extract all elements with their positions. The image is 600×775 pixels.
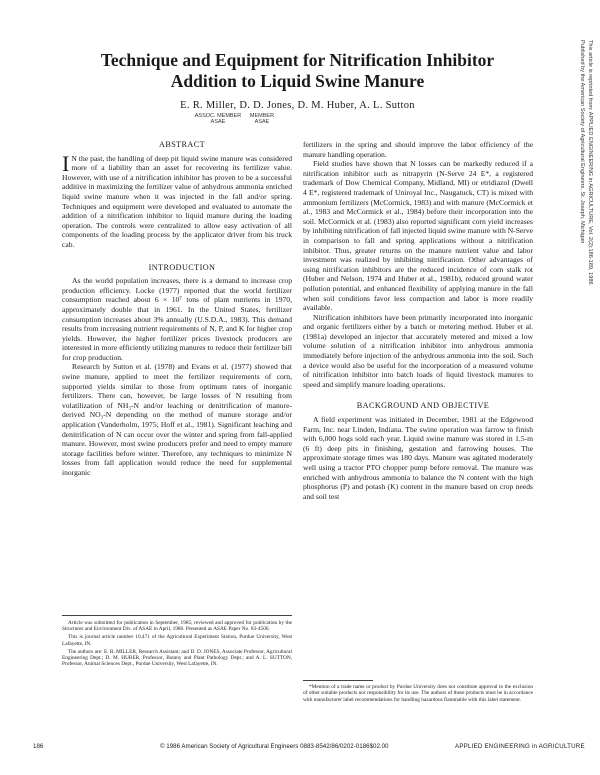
- introduction-paragraph-2: Research by Sutton et al. (1978) and Evans et al. (1977) showed that swine manure, applied to meet the fertilizer requirements of corn, supported yields similar to those from optimum rates of inorganic fertilizers. There can, however, be large losses of N resulting from volatilization of NH₃-N and/or leaching or denitrification of manure-derived NO₃-N depending on the method of manure storage and/or application (Vanderholm, 1975; Hoff et al., 1981). Significant leaching and denitrification of N can occur over the winter and spring from fall-applied manure. However, most swine producers prefer and need to empty manure storage facilities before winter. Therefore, any techniques to minimize N losses from fall application would reduce the need for supplemental inorganic: [62, 362, 292, 477]
- membership-2-line-2: ASAE: [254, 119, 270, 125]
- right-column: [303, 140, 533, 501]
- right-paragraph-2: Field studies have shown that N losses can be markedly reduced if a nitrification inhibitor such as nitrapyrin (N-Serve 24 E*, a registered trademark of Dow Chemical Company, Midland, MI) or etridiazol (Dwell 4 E*, registered trademark of Uniroyal Inc., Naugatuck, CT) is mixed with ammonium fertilizers (McCormick, 1983) and with manure (McCormick et al., 1983 and McCormick et al., 1984) before their incorporation into the soil. McCormick et al. (1983) also reported significant corn yield increases by inhibiting nitrification of fall injected liquid swine manure with N-Serve in comparison to fall and spring applications without a nitrification inhibitor. Thus, greater returns on the manure nutrient value and labor investment was realized by inhibiting nitrification. Other advantages of using nitrification inhibitors are the reduced incidence of corn stalk rot (Huber and Nelson, 1974 and Huber et al., 1981b), reduced ground water pollution potential, and enhanced flexibility of applying manure in the fall when soil conditions favor less compaction and labor is more readily available.: [303, 159, 533, 313]
- abstract-heading: ABSTRACT: [159, 140, 205, 149]
- reprint-sidebar: [563, 40, 593, 510]
- introduction-heading: INTRODUCTION: [148, 262, 216, 272]
- right-paragraph-3: Nitrification inhibitors have been primarily incorporated into inorganic and organic fertilizers either by a batch or metering method. Huber et al. (1981a) developed an injector that accurately metered and mixed a low volume solution of a nitrification inhibitor into anhydrous ammonia immediately before injection of the anhydrous ammonia into the soil. Such a device would also be useful for the incorporation of a measured volume of nitrification inhibitor into batch loads of liquid livestock manures to speed and simplify manure loading operations.: [303, 312, 533, 389]
- right-paragraph-1: fertilizers in the spring and should improve the labor efficiency of the manure handling operation.: [303, 140, 533, 159]
- reprint-line-1: This article is reprinted from: APPLIED ENGINEERING in AGRICULTURE, Vol. 2(2):186-189, 1986: [587, 40, 593, 285]
- copyright-line: © 1986 American Society of Agricultural Engineers 0883-8542/86/0202-0186$02.00: [160, 743, 389, 750]
- right-footnote-rule: [303, 680, 373, 681]
- left-footnote-rule: [62, 615, 292, 616]
- right-footnote: [303, 684, 533, 705]
- paper-title: [40, 50, 555, 92]
- author-membership-2: [237, 113, 287, 125]
- footnote-authors: The authors are: E. R. MILLER, Research Assistant; and D. D. JONES, Associate Professor, Agricultural Engineering Dept.; D. M. HUBER, Professor, Botany and Plant Pathology Dept.; and A. L. SUTTON, Professor, Animal Sciences Dept., Purdue University, West Lafayette, IN.: [62, 648, 292, 668]
- page-number: 186: [33, 743, 44, 750]
- left-column: [62, 140, 292, 478]
- footnote-submission: Article was submitted for publication in September, 1985; reviewed and approved for publication by the Structures and Environment Div. of ASAE in April, 1986. Presented as ASAE Paper No. 83-4506.: [62, 620, 292, 633]
- introduction-paragraph-1: As the world population increases, there is a demand to increase crop production efficiency. Locke (1977) reported that the world fertilizer consumption reached about 6 × 10⁷ tons of plant nutrients in 1970, approximately double that in 1961. In the United States, fertilizer consumption increases about 3% annually (U.S.D.A., 1983). This demand results from increasing nutrient requirements of N, P, and K for higher crop yields. However, the higher fertilizer prices livestock producers are interested in more efficiently utilizing manures to reduce their fertilizer bill for crop production.: [62, 276, 292, 362]
- title-line-1: Technique and Equipment for Nitrification Inhibitor: [100, 50, 495, 70]
- membership-1-line-1: ASSOC. MEMBER: [194, 113, 242, 119]
- abstract-body: [62, 150, 292, 250]
- journal-name: APPLIED ENGINEERING in AGRICULTURE: [455, 743, 585, 750]
- left-footnotes: [62, 620, 292, 669]
- background-paragraph: A field experiment was initiated in December, 1981 at the Edgewood Farm, Inc. near Linden, Indiana. The swine operation was farrow to finish with 6,000 hogs sold each year. Liquid swine manure was stored in 1.5-m (6 ft) deep pits in finishing, gestation and farrowing houses. The approximate storage times was 180 days. Manure was agitated moderately well using a tractor PTO chopper pump before removal. The manure was enriched with anhydrous ammonia to balance the N content with the high phosphorus (P) and potash (K) content in the manure based on crop needs and soil test: [303, 415, 533, 501]
- membership-2-line-1: MEMBER: [249, 113, 275, 119]
- footnote-journal-article: This is journal article number 10,471 of the Agricultural Experiment Station, Purdue University, West Lafayette, IN.: [62, 634, 292, 647]
- abstract-dropcap: I: [62, 150, 70, 176]
- title-line-2: Addition to Liquid Swine Manure: [170, 71, 425, 91]
- author-membership-1: [193, 113, 243, 125]
- background-heading: BACKGROUND AND OBJECTIVE: [356, 401, 490, 411]
- footnote-trade-name: *Mention of a trade name or product by Purdue University does not constitute approval to the exclusion of other suitable products nor responsibility for its use. The authors of these products must be in accordance with manufacturer label recommendations for handling hazardous flammable with this label statement.: [303, 684, 533, 703]
- reprint-notice: [563, 40, 593, 510]
- abstract-text: N the past, the handling of deep pit liquid swine manure was considered more of a liability than an asset for recovering its fertilizer value. However, with use of a nitrification inhibitor has proven to be a successful additive in maximizing the fertilizer value of anhydrous ammonia enriched liquid swine manure when it was injected in the fall and/or spring. Techniques and equipment were developed and evaluated to automate the addition of a nitrification inhibitor to liquid manure during the loading operation. The controls were centralized to allow easy activation of all components of the loading process by the applicator driver from his truck cab.: [62, 153, 292, 249]
- author-list: E. R. Miller, D. D. Jones, D. M. Huber, A. L. Sutton: [180, 100, 415, 111]
- membership-1-line-2: ASAE: [210, 119, 226, 125]
- reprint-line-2: Published by the American Society of Agricultural Engineers, St. Joseph, Michigan: [579, 40, 586, 244]
